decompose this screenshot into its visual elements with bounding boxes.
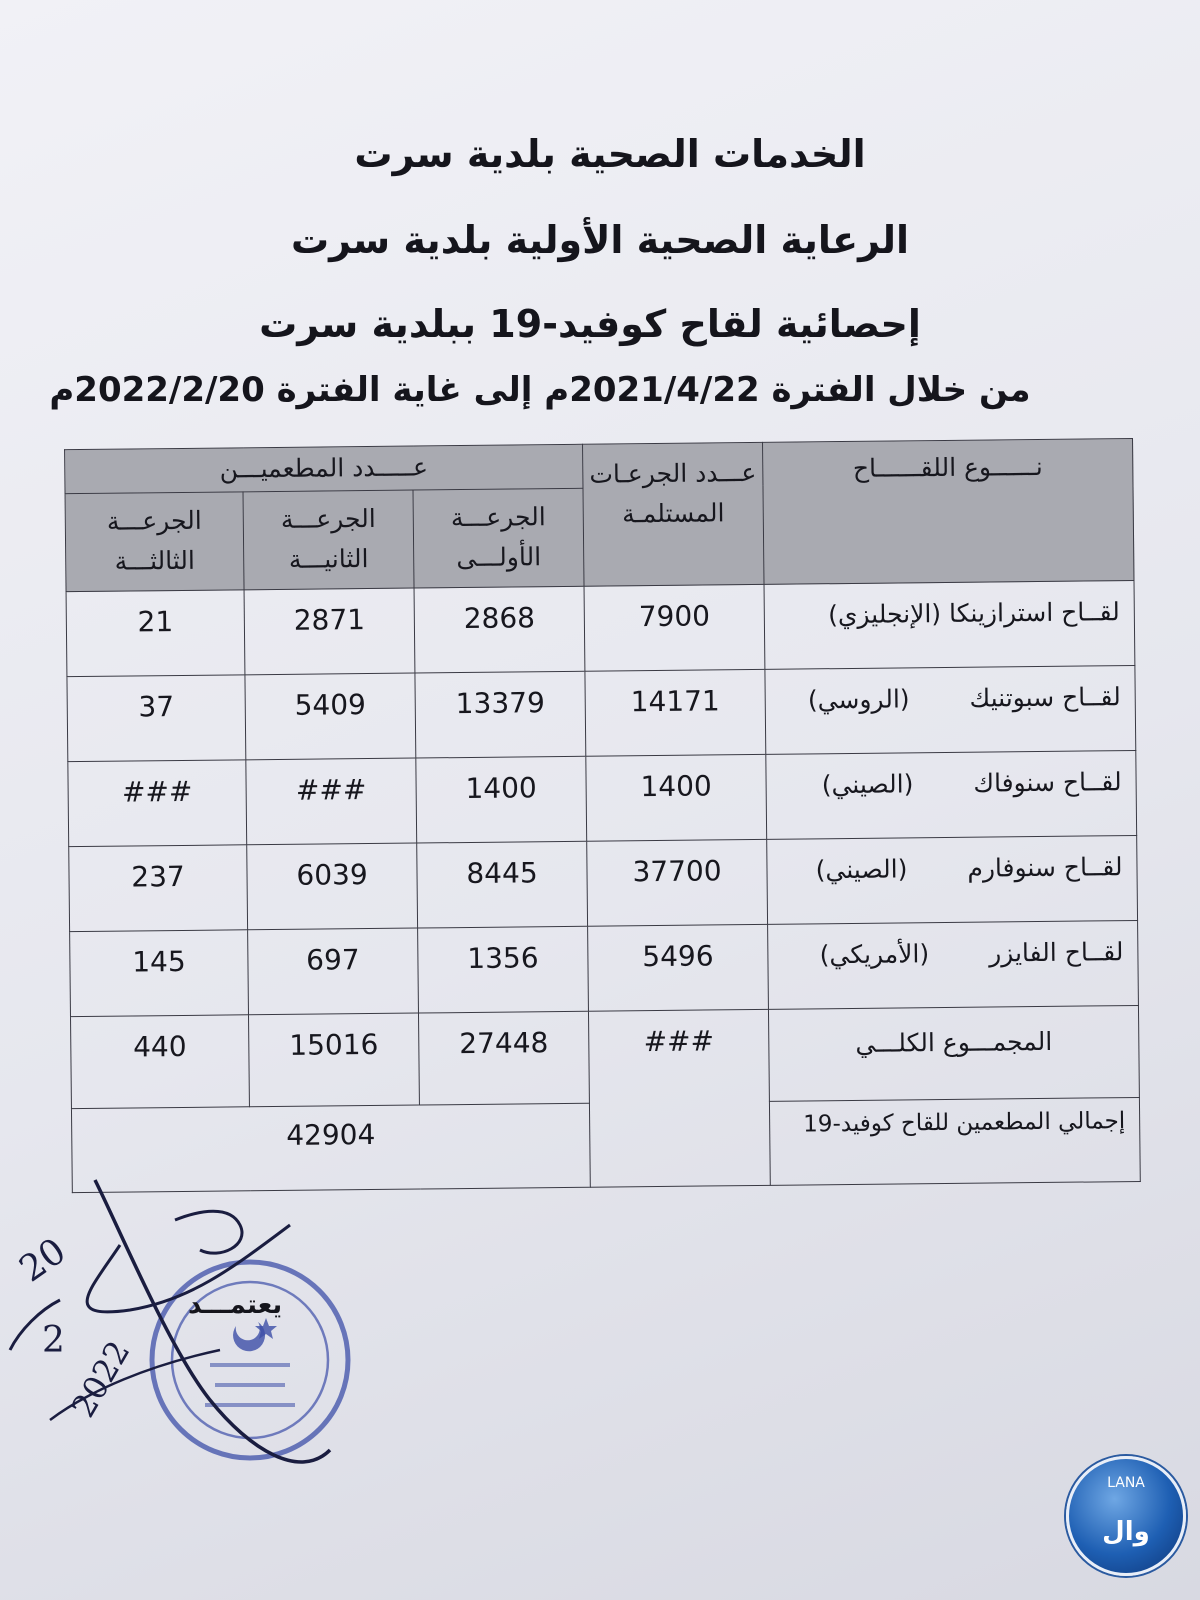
header-dose-3: الجرعـــة الثالثـــة — [65, 492, 244, 592]
vaccine-name-cell — [767, 835, 1138, 924]
date-day: 20 — [12, 1230, 74, 1291]
dose2-cell: 697 — [248, 928, 419, 1015]
grand-total-value: 42904 — [71, 1103, 590, 1192]
heading-health-services: الخدمات الصحية بلدية سرت — [354, 132, 866, 176]
total-dose3-cell: 440 — [71, 1015, 250, 1109]
table-header-row-1 — [65, 439, 1133, 494]
vaccine-name-cell — [765, 665, 1136, 754]
total-label: المجمـــوع الكلـــي — [768, 1005, 1139, 1101]
total-row — [71, 1005, 1140, 1108]
table-row — [66, 580, 1135, 676]
vaccine-origin: (الروسي) — [807, 684, 910, 715]
dose2-cell: 2871 — [244, 588, 415, 675]
dose3-cell: 21 — [66, 590, 245, 677]
header-dose-1: الجرعـــة الأولـــى — [413, 488, 584, 588]
dose3-cell: ### — [68, 760, 247, 847]
heading-primary-care: الرعاية الصحية الأولية بلدية سرت — [290, 218, 910, 262]
approval-label: يعتمـــد — [188, 1290, 283, 1320]
vaccine-name-cell — [768, 920, 1139, 1009]
date-month: 2 — [42, 1320, 65, 1361]
total-received-cell: ### — [588, 1009, 770, 1187]
vaccine-origin: (الصيني) — [815, 854, 908, 885]
received-doses-cell: 14171 — [585, 669, 766, 756]
table-row — [67, 665, 1136, 761]
header-received-doses: عـــدد الجرعـات المستلمـة — [583, 442, 764, 586]
date-year: 2022 — [63, 1334, 138, 1424]
heading-statistics-title: إحصائية لقاح كوفيد-19 ببلدية سرت — [259, 302, 921, 346]
vaccine-name: لقــاح استرازينكا — [948, 597, 1120, 628]
vaccine-name-cell — [764, 580, 1135, 669]
logo-arabic-text: وال — [1102, 1517, 1150, 1547]
vaccine-name: لقــاح سنوفاك — [973, 767, 1122, 798]
received-doses-cell: 37700 — [587, 839, 768, 926]
vaccine-name: لقــاح سنوفارم — [967, 852, 1123, 883]
vaccine-name: لقــاح الفايزر — [988, 937, 1124, 968]
dose2-cell: 6039 — [247, 843, 418, 930]
dose3-cell: 237 — [69, 845, 248, 932]
dose1-cell: 2868 — [414, 586, 585, 673]
vaccination-table — [64, 438, 1141, 1193]
vaccine-origin: (الأمريكي) — [819, 939, 930, 970]
table-row — [68, 750, 1137, 846]
dose3-cell: 37 — [67, 675, 246, 762]
dose3-cell: 145 — [70, 930, 249, 1017]
total-dose1-cell: 27448 — [418, 1011, 589, 1105]
heading-period: من خلال الفترة 2021/4/22م إلى غاية الفترة 2022/2/20م — [49, 370, 1031, 410]
logo-latin-text: LANA — [1107, 1475, 1145, 1491]
lana-news-logo — [1066, 1456, 1186, 1576]
received-doses-cell: 1400 — [586, 754, 767, 841]
received-doses-cell: 7900 — [584, 584, 765, 671]
dose1-cell: 8445 — [417, 841, 588, 928]
vaccine-name: لقــاح سبوتنيك — [969, 682, 1121, 713]
vaccine-origin: (الإنجليزي) — [827, 599, 942, 630]
header-vaccinated-count: عـــــدد المطعميـــن — [65, 444, 583, 493]
header-vaccine-type: نــــــوع اللقــــــاح — [763, 439, 1134, 585]
dose1-cell: 1356 — [418, 926, 589, 1013]
vaccine-name-cell — [766, 750, 1137, 839]
dose2-cell: 5409 — [245, 673, 416, 760]
dose2-cell: ### — [246, 758, 417, 845]
total-dose2-cell: 15016 — [249, 1013, 420, 1107]
grand-total-label: إجمالي المطعمين للقاح كوفيد-19 — [769, 1097, 1140, 1185]
table-row — [70, 920, 1139, 1016]
table-row — [69, 835, 1138, 931]
vaccine-origin: (الصيني) — [821, 769, 914, 800]
dose1-cell: 13379 — [415, 671, 586, 758]
header-dose-2: الجرعـــة الثانيـــة — [243, 490, 414, 590]
received-doses-cell: 5496 — [588, 924, 769, 1011]
dose1-cell: 1400 — [416, 756, 587, 843]
